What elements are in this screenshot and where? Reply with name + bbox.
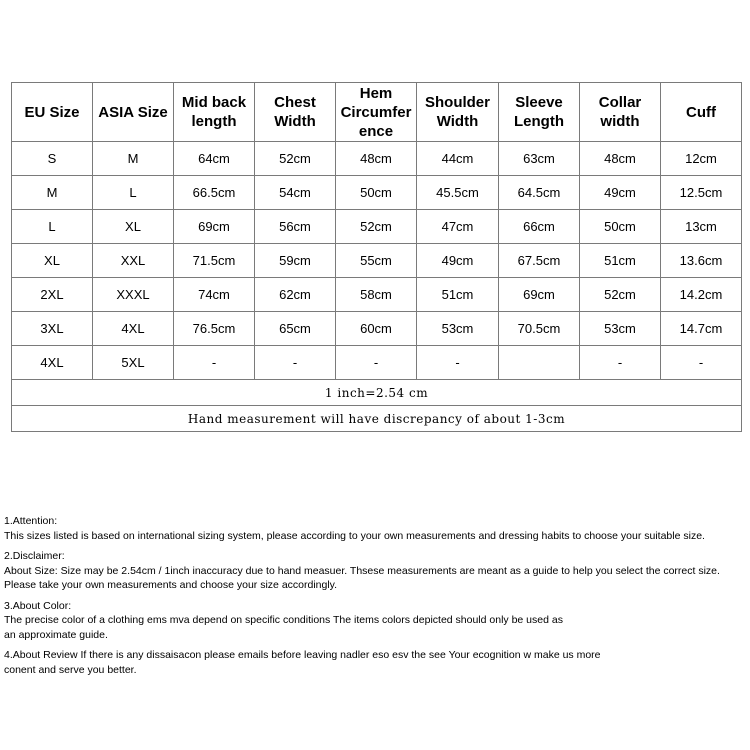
size-row <box>12 346 742 380</box>
color-text-line-2: an approximate guide. <box>4 628 108 641</box>
measurement-discrepancy-note: Hand measurement will have discrepancy of about 1-3cm <box>12 406 742 432</box>
table-cell: 67.5cm <box>499 244 580 278</box>
column-header-text: width <box>600 113 640 130</box>
column-header-text: Length <box>514 113 564 130</box>
table-cell: 69cm <box>174 210 255 244</box>
disclaimer-title: 2.Disclaimer: <box>4 550 65 562</box>
table-cell: 12cm <box>661 142 742 176</box>
column-header <box>661 83 742 142</box>
table-cell: 62cm <box>255 278 336 312</box>
table-cell: 51cm <box>580 244 661 278</box>
table-cell: 63cm <box>499 142 580 176</box>
table-cell: 13.6cm <box>661 244 742 278</box>
column-header <box>12 83 93 142</box>
table-cell: - <box>417 346 499 380</box>
table-cell: 66cm <box>499 210 580 244</box>
table-cell: S <box>12 142 93 176</box>
table-cell: 52cm <box>255 142 336 176</box>
column-header-text: Shoulder <box>424 94 490 111</box>
table-cell: 59cm <box>255 244 336 278</box>
table-cell: 53cm <box>417 312 499 346</box>
header-row <box>12 83 742 142</box>
table-cell: - <box>336 346 417 380</box>
size-row <box>12 176 742 210</box>
table-cell: - <box>255 346 336 380</box>
attention-title: 1.Attention: <box>4 515 58 527</box>
table-cell: 53cm <box>580 312 661 346</box>
column-header-text: Chest <box>274 94 316 111</box>
column-header-text: Mid back <box>181 94 247 111</box>
table-cell: XL <box>93 210 174 244</box>
column-header-text: length <box>191 113 237 130</box>
table-cell: 4XL <box>12 346 93 380</box>
attention-section <box>4 514 746 543</box>
table-cell: 45.5cm <box>417 176 499 210</box>
table-cell: 58cm <box>336 278 417 312</box>
table-cell: 60cm <box>336 312 417 346</box>
table-cell: 64.5cm <box>499 176 580 210</box>
review-section <box>4 648 746 677</box>
table-cell: XL <box>12 244 93 278</box>
column-header-text: ence <box>358 122 394 140</box>
size-row <box>12 312 742 346</box>
table-cell: 14.7cm <box>661 312 742 346</box>
inch-conversion-note: 1 inch=2.54 cm <box>12 380 742 406</box>
table-cell: 14.2cm <box>661 278 742 312</box>
table-cell: - <box>174 346 255 380</box>
column-header-text: ASIA Size <box>98 103 168 121</box>
table-cell: 52cm <box>336 210 417 244</box>
table-cell: 47cm <box>417 210 499 244</box>
column-header-text: Collar <box>598 94 642 111</box>
table-cell: - <box>661 346 742 380</box>
table-cell: 64cm <box>174 142 255 176</box>
table-cell: 54cm <box>255 176 336 210</box>
table-cell: 12.5cm <box>661 176 742 210</box>
column-header-text: Sleeve <box>515 94 563 111</box>
column-header-text: Hem <box>359 84 393 102</box>
column-header-text: Cuff <box>686 103 716 121</box>
table-cell: 71.5cm <box>174 244 255 278</box>
measurement-note-row <box>12 406 742 432</box>
column-header <box>174 83 255 142</box>
table-cell: M <box>12 176 93 210</box>
column-header <box>93 83 174 142</box>
column-header-text: Width <box>436 113 479 130</box>
table-cell: 51cm <box>417 278 499 312</box>
table-cell: - <box>580 346 661 380</box>
review-text-line-1: 4.About Review If there is any dissaisacon please emails before leaving nadler eso esv the see Your ecognition w make us more <box>4 649 601 661</box>
column-header <box>417 83 499 142</box>
column-header-text: Width <box>274 113 316 130</box>
table-cell: 5XL <box>93 346 174 380</box>
disclaimer-text-line-1: About Size: Size may be 2.54cm / 1inch inaccuracy due to hand measuer. Thsese measurements are meant as a guide to help you select the correct size. <box>4 564 720 577</box>
table-cell: 48cm <box>580 142 661 176</box>
table-cell: 3XL <box>12 312 93 346</box>
color-section <box>4 599 746 643</box>
table-cell: 50cm <box>336 176 417 210</box>
table-cell: 4XL <box>93 312 174 346</box>
column-header-text: Circumfer <box>340 103 412 121</box>
table-cell: 50cm <box>580 210 661 244</box>
disclaimer-section <box>4 549 746 593</box>
notes-section <box>4 514 746 683</box>
table-cell: 56cm <box>255 210 336 244</box>
table-cell: 76.5cm <box>174 312 255 346</box>
size-row <box>12 142 742 176</box>
size-chart-table <box>11 82 742 432</box>
table-cell: 13cm <box>661 210 742 244</box>
table-cell: 65cm <box>255 312 336 346</box>
attention-text: This sizes listed is based on international sizing system, please according to your own measurements and dressing habits to choose your suitable size. <box>4 529 705 542</box>
table-cell: M <box>93 142 174 176</box>
table-cell: 55cm <box>336 244 417 278</box>
table-cell: 66.5cm <box>174 176 255 210</box>
column-header <box>255 83 336 142</box>
column-header <box>336 83 417 142</box>
table-cell: 52cm <box>580 278 661 312</box>
table-cell: 69cm <box>499 278 580 312</box>
table-cell: 49cm <box>580 176 661 210</box>
column-header <box>580 83 661 142</box>
table-cell: L <box>93 176 174 210</box>
table-body <box>12 142 742 380</box>
table-cell <box>499 346 580 380</box>
table-cell: 74cm <box>174 278 255 312</box>
table-cell: XXXL <box>93 278 174 312</box>
column-header <box>499 83 580 142</box>
table-cell: XXL <box>93 244 174 278</box>
size-row <box>12 210 742 244</box>
table-cell: L <box>12 210 93 244</box>
review-text-line-2: conent and serve you better. <box>4 663 137 676</box>
size-row <box>12 278 742 312</box>
size-row <box>12 244 742 278</box>
table-cell: 70.5cm <box>499 312 580 346</box>
inch-conversion-row <box>12 380 742 406</box>
column-header-text: EU Size <box>24 103 80 121</box>
color-title: 3.About Color: <box>4 599 72 612</box>
table-cell: 49cm <box>417 244 499 278</box>
table-cell: 2XL <box>12 278 93 312</box>
color-text-line-1: The precise color of a clothing ems mva depend on specific conditions The items colors depicted should only be used as <box>4 614 563 626</box>
table-cell: 44cm <box>417 142 499 176</box>
disclaimer-text-line-2: Please take your own measurements and choose your size accordingly. <box>4 579 338 591</box>
table-cell: 48cm <box>336 142 417 176</box>
